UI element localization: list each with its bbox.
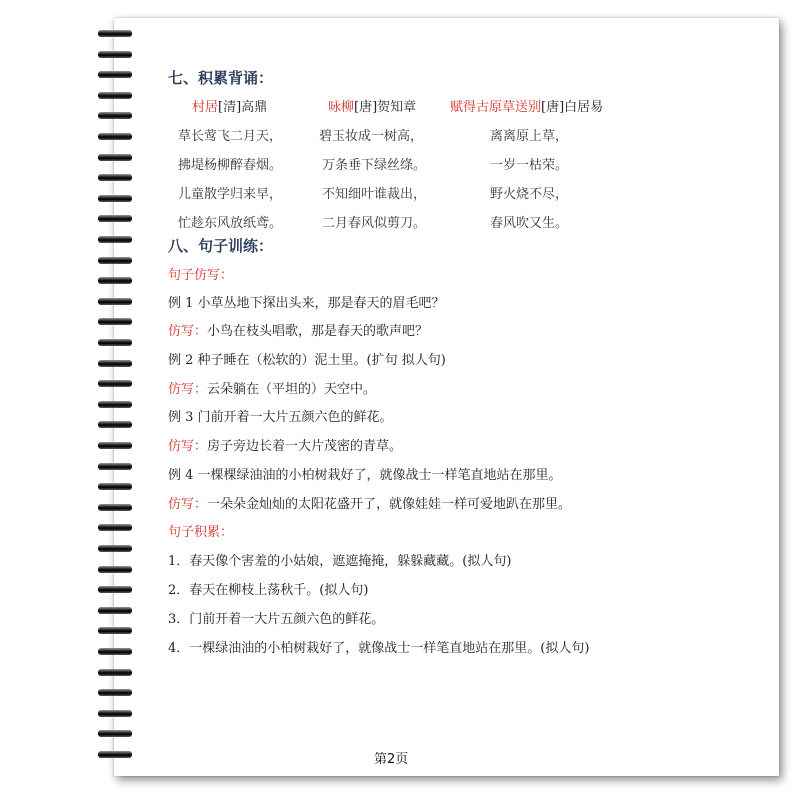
spiral-ring — [98, 710, 132, 717]
spiral-ring — [98, 545, 132, 552]
spiral-ring — [98, 483, 132, 490]
poem3-line1: 离离原上草， — [490, 129, 569, 144]
accumulation-item-3: 3．门前开着一大片五颜六色的鲜花。 — [168, 612, 385, 627]
spiral-ring — [98, 174, 132, 181]
spiral-ring — [98, 401, 132, 408]
imitation-label: 仿写： — [168, 324, 208, 339]
spiral-ring — [98, 627, 132, 634]
spiral-ring — [98, 751, 132, 758]
spiral-ring — [98, 607, 132, 614]
imitation-text: 例 3 门前开着一大片五颜六色的鲜花。 — [168, 410, 393, 425]
poem3-line4: 春风吹又生。 — [490, 216, 569, 231]
spiral-binding — [98, 30, 134, 770]
spiral-ring — [98, 442, 132, 449]
accumulation-title: 句子积累： — [168, 525, 234, 540]
spiral-ring — [98, 154, 132, 161]
spiral-ring — [98, 380, 132, 387]
imitation-text: 例 1 小草丛地下探出头来，那是春天的眉毛吧？ — [168, 296, 445, 311]
imitation-text: 小鸟在枝头唱歌，那是春天的歌声吧？ — [207, 324, 429, 339]
spiral-ring — [98, 30, 132, 37]
spiral-ring — [98, 689, 132, 696]
imitation-line-6 — [168, 435, 402, 454]
spiral-ring — [98, 730, 132, 737]
spiral-ring — [98, 339, 132, 346]
spiral-ring — [98, 195, 132, 202]
poem2-line4: 二月春风似剪刀。 — [322, 216, 427, 231]
poem2-line3: 不知细叶谁裁出， — [322, 187, 427, 202]
spiral-ring — [98, 236, 132, 243]
poem2-line2: 万条垂下绿丝绦。 — [322, 158, 427, 173]
spiral-ring — [98, 71, 132, 78]
poem-title-cunju — [192, 96, 267, 115]
poem1-line1: 草长莺飞二月天， — [178, 129, 283, 144]
poem-title: 村居 — [192, 100, 219, 115]
poem1-line2: 拂堤杨柳醉春烟。 — [178, 158, 283, 173]
poem2-line1: 碧玉妆成一树高， — [319, 129, 424, 144]
imitation-line-8 — [168, 493, 571, 512]
imitation-line-7 — [168, 464, 562, 483]
spiral-ring — [98, 648, 132, 655]
spiral-ring — [98, 51, 132, 58]
imitation-text: 房子旁边长着一大片茂密的青草。 — [207, 439, 403, 454]
poem-title-yongliu — [328, 96, 416, 115]
imitation-label: 仿写： — [168, 497, 208, 512]
poem3-line3: 野火烧不尽， — [490, 187, 569, 202]
section8-heading: 八、句子训练： — [168, 237, 274, 255]
spiral-ring — [98, 669, 132, 676]
poem-author: [清]高鼎 — [218, 100, 268, 115]
poem3-line2: 一岁一枯荣。 — [490, 158, 569, 173]
imitation-text: 例 2 种子睡在（松软的）泥土里。(扩句 拟人句) — [168, 353, 446, 368]
imitation-text: 云朵躺在（平坦的）天空中。 — [207, 382, 377, 397]
poem-title: 咏柳 — [328, 100, 355, 115]
spiral-ring — [98, 257, 132, 264]
spiral-ring — [98, 504, 132, 511]
poem-author: [唐]白居易 — [541, 100, 604, 115]
imitation-label: 仿写： — [168, 439, 208, 454]
spiral-ring — [98, 92, 132, 99]
section7-heading: 七、积累背诵： — [168, 69, 274, 87]
spiral-ring — [98, 463, 132, 470]
spiral-ring — [98, 360, 132, 367]
imitation-title: 句子仿写： — [168, 268, 234, 283]
imitation-label: 仿写： — [168, 382, 208, 397]
imitation-text: 例 4 一棵棵绿油油的小柏树栽好了，就像战士一样笔直地站在那里。 — [168, 468, 562, 483]
spiral-ring — [98, 112, 132, 119]
accumulation-item-2: 2．春天在柳枝上荡秋千。(拟人句) — [168, 583, 369, 598]
poem-author: [唐]贺知章 — [354, 100, 417, 115]
spiral-ring — [98, 318, 132, 325]
spiral-ring — [98, 133, 132, 140]
imitation-text: 一朵朵金灿灿的太阳花盛开了，就像娃娃一样可爱地趴在那里。 — [207, 497, 572, 512]
spiral-ring — [98, 298, 132, 305]
poem-title-fude — [450, 96, 603, 115]
imitation-line-5 — [168, 406, 393, 425]
accumulation-item-4: 4．一棵绿油油的小柏树栽好了，就像战士一样笔直地站在那里。(拟人句) — [168, 641, 590, 656]
page-number: 第2页 — [374, 752, 409, 767]
spiral-ring — [98, 586, 132, 593]
accumulation-item-1: 1．春天像个害羞的小姑娘，遮遮掩掩，躲躲藏藏。(拟人句) — [168, 554, 512, 569]
imitation-line-1 — [168, 292, 445, 311]
poem1-line3: 儿童散学归来早， — [178, 187, 283, 202]
poem1-line4: 忙趁东风放纸鸢。 — [178, 216, 283, 231]
spiral-ring — [98, 524, 132, 531]
spiral-ring — [98, 277, 132, 284]
imitation-line-3 — [168, 349, 446, 368]
spiral-ring — [98, 421, 132, 428]
imitation-line-4 — [168, 378, 376, 397]
spiral-ring — [98, 566, 132, 573]
spiral-ring — [98, 215, 132, 222]
poem-title: 赋得古原草送别 — [450, 100, 542, 115]
imitation-line-2 — [168, 320, 428, 339]
